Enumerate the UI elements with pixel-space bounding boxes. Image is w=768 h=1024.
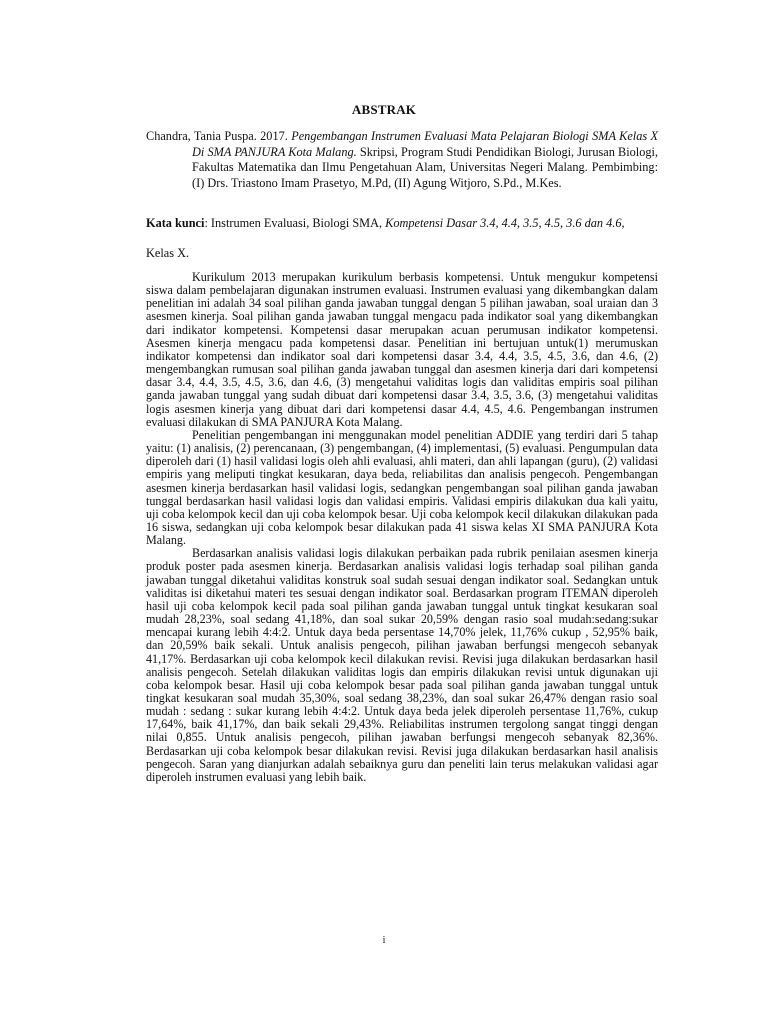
citation <box>146 129 658 191</box>
paragraph: Berdasarkan analisis validasi logis dilakukan perbaikan pada rubrik penilaian asesmen kinerja produk poster pada asesmen kinerja. Berdasarkan analisis validasi logis terhadap soal pilihan ganda jawaban tunggal diketahui validitas konstruk soal sudah sesuai dengan indikator soal. Sedangkan untuk validitas isi diketahui materi tes sesuai dengan indikator soal. Berdasarkan program ITEMAN diperoleh hasil uji coba kelompok kecil pada soal pilihan ganda jawaban tunggal untuk tingkat kesukaran soal mudah 28,23%, soal sedang 41,18%, dan soal sukar 20,59% dengan rasio soal mudah:sedang:sukar mencapai kurang lebih 4:4:2. Untuk daya beda persentase 14,70% jelek, 11,76% cukup , 52,95% baik, dan 20,59% baik sekali. Untuk analisis pengecoh, pilihan jawaban berfungsi mengecoh sebanyak 41,17%. Berdasarkan uji coba kelompok kecil dilakukan revisi. Revisi juga dilakukan berdasarkan hasil analisis pengecoh. Setelah dilakukan validitas logis dan empiris dilakukan revisi untuk digunakan uji coba kelompok besar. Hasil uji coba kelompok besar pada soal pilihan ganda jawaban tunggal untuk tingkat kesukaran soal mudah 35,30%, soal sedang 38,23%, dan soal sukar 26,47% dengan rasio soal mudah : sedang : sukar kurang lebih 4:4:2. Untuk daya beda jelek diperoleh persentase 11,76%, cukup 17,64%, baik 41,17%, dan baik sekali 29,43%. Reliabilitas instrumen tergolong sangat tinggi dengan nilai 0,855. Untuk analisis pengecoh, pilihan jawaban berfungsi mengecoh sebanyak 82,36%. Berdasarkan uji coba kelompok besar dilakukan revisi. Revisi juga dilakukan berdasarkan hasil analisis pengecoh. Saran yang dianjurkan adalah sebaiknya guru dan peneliti lain terus melakukan validasi agar diperoleh instrumen evaluasi yang lebih baik. <box>146 546 658 784</box>
citation-details: Skripsi, Program Studi Pendidikan Biologi, Jurusan Biologi, Fakultas Matematika dan Ilmu Pengetahuan Alam, Universitas Negeri Malang. Pembimbing: (I) Drs. Triastono Imam Prasetyo, M.Pd, (II) Agung Witjoro, S.Pd., M.Kes. <box>192 144 659 190</box>
keywords-continuation: Kelas X. <box>146 246 190 260</box>
citation-authors: Chandra, Tania Puspa. 2017. <box>146 129 288 143</box>
keywords-plain: : Instrumen Evaluasi, Biologi SMA, <box>204 216 383 230</box>
paragraph: Penelitian pengembangan ini menggunakan model penelitian ADDIE yang terdiri dari 5 tahap yaitu: (1) analisis, (2) perencanaan, (3) pengembangan, (4) implementasi, (5) evaluasi. Pengumpulan data diperoleh dari (1) hasil validasi logis oleh ahli evaluasi, ahli materi, dan ahli lapangan (guru), (2) validasi empiris yang meliputi tingkat kesukaran, daya beda, reliabilitas dan analisis pengecoh. Pengembangan asesmen kinerja berdasarkan hasil validasi logis, sedangkan pengembangan soal pilihan ganda jawaban tunggal berdasarkan hasil validasi logis dan validasi empiris. Validasi empiris dilakukan dua kali yaitu, uji coba kelompok kecil dan uji coba kelompok besar. Uji coba kelompok kecil dilakukan dilakukan pada 16 siswa, sedangkan uji coba kelompok besar dilakukan pada 41 siswa kelas XI SMA PANJURA Kota Malang. <box>146 427 658 548</box>
abstract-body <box>146 271 658 784</box>
citation-title: Pengembangan Instrumen Evaluasi Mata Pelajaran Biologi SMA Kelas X Di SMA PANJURA Kota Malang. <box>192 129 658 159</box>
keywords-italic: Kompetensi Dasar 3.4, 4.4, 3.5, 4.5, 3.6 dan 4.6, <box>385 216 625 230</box>
page-number: i <box>382 935 386 946</box>
keywords-label: Kata kunci <box>146 216 205 230</box>
paragraph: Kurikulum 2013 merupakan kurikulum berbasis kompetensi. Untuk mengukur kompetensi siswa dalam pembelajaran digunakan instrumen evaluasi. Instrumen evaluasi yang dikembangkan dalam penelitian ini adalah 34 soal pilihan ganda jawaban tunggal dengan 5 pilihan jawaban, soal uraian dan 3 asesmen kinerja. Soal pilihan ganda jawaban tunggal mengacu pada indikator soal yang dikembangkan dari indikator kompetensi. Kompetensi dasar merupakan acuan perumusan indikator kompetensi. Asesmen kinerja mengacu pada kompetensi dasar. Penelitian ini bertujuan untuk(1) merumuskan indikator kompetensi dan indikator soal dari kompetensi dasar 3.4, 4.4, 3.5, 4.5, 3.6, dan 4.6, (2) mengembangkan rumusan soal pilihan ganda jawaban tunggal dan asesmen kinerja dari dari kompetensi dasar 3.4, 4.4, 3.5, 4.5, 3.6, dan 4.6, (3) mengetahui validitas logis dan validitas empiris soal pilihan ganda jawaban tunggal yang sudah dibuat dari kompetensi dasar 3.4, 3.5, 3.6, (3) mengetahui validitas logis asesmen kinerja yang dibuat dari dari kompetensi dasar 4.4, 4.5, 4.6. Pengembangan instrumen evaluasi dilakukan di SMA PANJURA Kota Malang. <box>146 270 658 429</box>
keywords <box>146 216 658 231</box>
page-title: ABSTRAK <box>351 102 417 117</box>
